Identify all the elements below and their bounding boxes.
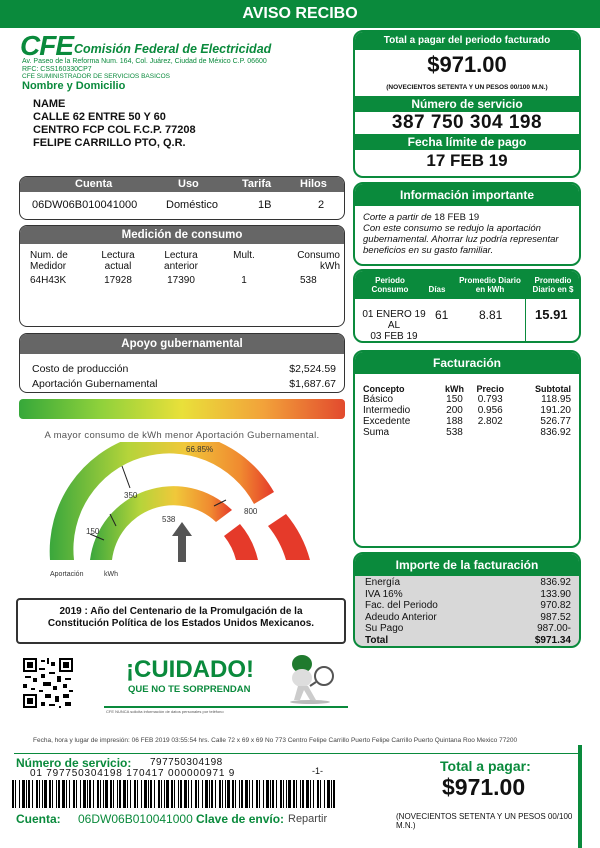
total-box [353,30,581,178]
barcode-bar [66,780,67,808]
barcode-bar [239,780,240,808]
fact-precio [469,427,511,438]
barcode-icon [12,780,337,808]
table-row [355,405,579,416]
barcode-bar [288,780,291,808]
service-label: Número de servicio [355,96,579,112]
barcode-bar [300,780,301,808]
medicion-col-consumo: Consumo kWh [297,250,340,272]
period-avg-money: 15.91 [535,307,568,322]
barcode-bar [83,780,86,808]
barcode-bar [144,780,147,808]
barcode-bar [154,780,155,808]
fact-subtotal: 191.20 [540,405,571,416]
account-col-uso: Uso [178,178,199,190]
gauge-inner-arc [90,486,232,560]
notice-box [16,598,346,644]
barcode-bar [171,780,173,808]
barcode-bar [188,780,189,808]
barcode-bar [310,780,311,808]
barcode-bar [158,780,160,808]
account-number: 06DW06B010041000 [32,199,138,211]
medicion-col-medidor: Num. de Medidor [30,250,68,272]
account-wires: 2 [318,199,325,211]
header-bar [0,0,600,28]
barcode-bar [58,780,60,808]
importe-rows [355,576,579,646]
stub-right-bar [578,745,582,848]
barcode-bar [184,780,187,808]
service-number: 387 750 304 198 [391,112,543,133]
barcode-bar [249,780,250,808]
barcode-bar [130,780,131,808]
medicion-col-actual: Lectura actual [101,250,135,272]
barcode-bar [174,780,175,808]
importe-value: 836.92 [540,577,571,588]
barcode-bar [211,780,213,808]
barcode-bar [252,780,253,808]
barcode-bar [263,780,264,808]
info-text-post: Con este consumo se redujo la aportación gubernamental. Ahorrar luz podría representar beneficios en su gasto familiar. [363,223,559,256]
fact-concepto: Suma [363,427,390,438]
promo-green-line [104,706,348,708]
stub-service-value: 797750304198 [150,757,223,768]
barcode-bar [119,780,121,808]
barcode-bar [227,780,230,808]
stub-barcode-text: 01 797750304198 170417 000000971 9 [30,768,236,779]
barcode-bar [202,780,203,808]
barcode-bar [215,780,216,808]
gauge-caption: A mayor consumo de kWh menor Aportación Gubernamental. [44,430,320,441]
barcode-bar [110,780,112,808]
fact-kwh: 150 [446,394,463,405]
barcode-bar [286,780,287,808]
importe-value: 987.00- [537,623,571,634]
period-col-period: Periodo Consumo [371,276,409,294]
barcode-bar [180,780,182,808]
consumption-gauge [18,442,348,592]
company-name: Comisión Federal de Electricidad [74,42,272,56]
barcode-bar [209,780,210,808]
barcode-bar [256,780,258,808]
barcode-bar [327,780,330,808]
qr-code-icon [23,658,73,708]
stub-page: -1- [312,766,323,776]
barcode-bar [36,780,38,808]
header-title: AVISO RECIBO [242,5,358,22]
barcode-bar [272,780,274,808]
customer-name: NAME [33,98,66,110]
barcode-bar [302,780,304,808]
importe-label: Adeudo Anterior [365,611,437,623]
notice-line2: Constitución Política de los Estados Unidos Mexicanos. [47,618,315,629]
apoyo-title: Apoyo gubernamental [20,334,344,354]
barcode-bar [113,780,114,808]
medicion-mult: 1 [241,275,247,286]
period-start: 01 ENERO 19 [362,309,426,320]
barcode-bar [73,780,75,808]
period-divider [525,299,526,343]
barcode-bar [178,780,179,808]
barcode-bar [266,780,269,808]
barcode-bar [259,780,260,808]
gauge-mark-538: 538 [162,515,176,524]
account-col-hilos: Hilos [300,178,327,190]
gauge-mark-800: 800 [244,507,258,516]
barcode-bar [49,780,51,808]
account-use: Doméstico [166,199,218,211]
barcode-bar [103,780,104,808]
barcode-bar [225,780,226,808]
barcode-bar [313,780,314,808]
company-supplier: CFE SUMINISTRADOR DE SERVICIOS BASICOS [22,73,170,80]
barcode-bar [150,780,152,808]
account-col-cuenta: Cuenta [75,178,113,190]
barcode-bar [127,780,128,808]
list-item [365,623,571,635]
customer-line3: FELIPE CARRILLO PTO, Q.R. [33,137,186,149]
fact-kwh: 200 [446,405,463,416]
gauge-mark-150: 150 [86,527,100,536]
gauge-left-label: Aportación [50,571,84,578]
period-header [355,271,579,299]
barcode-bar [270,780,271,808]
period-al: AL [387,320,401,331]
apoyo-cost-label: Costo de producción [32,363,129,375]
promo-small: CFE NUNCA solicita información de datos personales por teléfono [106,709,224,714]
medicion-actual: 17928 [104,275,132,286]
barcode-bar [87,780,88,808]
gauge-pct-label: 66.85% [186,445,214,454]
barcode-bar [205,780,208,808]
barcode-bar [280,780,282,808]
barcode-bar [241,780,243,808]
total-title: Total a pagar del periodo facturado [355,32,579,50]
fact-precio: 2.802 [477,416,503,427]
notice-line1: 2019 : Año del Centenario de la Promulgación de la [59,606,303,617]
barcode-bar [317,780,319,808]
barcode-bar [76,780,77,808]
stub-total-label: Total a pagar: [440,758,531,774]
facturacion-box [353,350,581,548]
importe-title: Importe de la facturación [355,554,579,576]
importe-box [353,552,581,648]
due-date: 17 FEB 19 [426,151,508,170]
address-section-label: Nombre y Domicilio [22,80,126,92]
fact-precio: 0.793 [477,394,503,405]
barcode-bar [161,780,162,808]
barcode-bar [166,780,169,808]
barcode-bar [164,780,165,808]
gauge-right-label: kWh [104,571,118,578]
barcode-bar [331,780,332,808]
apoyo-aport-value: $1,687.67 [289,378,336,390]
period-col-days: Días [428,285,446,294]
table-row [355,394,579,405]
period-col-avg-money: Promedio Diario en $ [532,276,574,294]
barcode-bar [19,780,20,808]
promo-character-icon [280,652,340,704]
fact-concepto: Básico [363,394,394,405]
facturacion-table [355,384,579,438]
medicion-consumo: 538 [300,275,317,286]
barcode-bar [219,780,221,808]
apoyo-aport-label: Aportación Gubernamental [32,378,158,390]
medicion-col-anterior: Lectura anterior [164,250,198,272]
barcode-bar [195,780,197,808]
barcode-bar [137,780,138,808]
barcode-bar [235,780,236,808]
fact-col-subtotal: Subtotal [535,384,571,394]
consumption-gradient-bar [19,399,345,419]
importe-total-value: $971.34 [534,634,571,646]
customer-block [33,98,196,150]
stub-key-value: Repartir [288,813,328,825]
barcode-bar [44,780,47,808]
gauge-tick [122,466,130,488]
medicion-title: Medición de consumo [20,226,344,244]
fact-subtotal: 836.92 [540,427,571,438]
medicion-medidor: 64H43K [30,275,67,286]
cfe-logo: CFE [20,30,73,61]
medicion-box [19,225,345,327]
stub-account-label: Cuenta: [16,812,61,826]
company-address: Av. Paseo de la Reforma Num. 164, Col. Juárez, Ciudad de México C.P. 06600 [22,58,267,65]
barcode-bar [69,780,70,808]
print-info: Fecha, hora y lugar de impresión: 06 FEB 2019 03:55:54 hrs. Calle 72 x 69 x 69 No 773 Centro Felipe Carrillo Puerto Felipe Carrillo Puerto Quintana Roo Mexico 77200 [33,737,518,744]
stub-total-words: (NOVECIENTOS SETENTA Y UN PESOS 00/100 M.N.) [396,812,573,830]
barcode-bar [105,780,108,808]
period-days: 61 [435,308,449,322]
fact-col-precio: Precio [476,384,504,394]
barcode-bar [134,780,136,808]
promo-banner [104,652,348,716]
info-text [355,206,579,262]
stub-separator [14,753,580,754]
fact-col-kwh: kWh [445,384,464,394]
list-item [365,577,571,589]
stub-key-label: Clave de envío: [196,812,285,826]
barcode-bar [56,780,57,808]
list-item [365,600,571,612]
gauge-outer-red [268,514,310,560]
barcode-bar [123,780,126,808]
account-tariff: 1B [258,199,272,211]
barcode-bar [62,780,65,808]
company-rfc: RFC: CSS160330CP7 [22,66,92,73]
customer-line1: CALLE 62 ENTRE 50 Y 60 [33,111,166,123]
stub-account-value: 06DW06B010041000 [78,812,193,826]
barcode-bar [141,780,142,808]
period-avg-kwh: 8.81 [479,308,503,322]
barcode-bar [22,780,25,808]
company-block [20,32,355,92]
period-col-avg-kwh: Promedio Diario en kWh [459,276,521,294]
barcode-bar [324,780,325,808]
importe-label: Fac. del Periodo [365,600,438,611]
fact-kwh: 538 [446,427,463,438]
apoyo-cost-value: $2,524.59 [289,363,336,375]
barcode-bar [42,780,43,808]
gauge-mark-350: 350 [124,491,138,500]
table-row [355,416,579,427]
barcode-bar [97,780,99,808]
barcode-bar [333,780,335,808]
barcode-bar [306,780,309,808]
barcode-bar [100,780,101,808]
promo-title: ¡CUIDADO! [126,656,254,683]
info-box [353,182,581,266]
account-col-tarifa: Tarifa [242,178,272,190]
importe-value: 970.82 [540,600,571,611]
info-text-pre: Corte a partir de [363,212,432,223]
account-header [20,177,344,192]
facturacion-header-row [355,384,579,394]
barcode-bar [15,780,16,808]
importe-label: IVA 16% [365,588,403,600]
barcode-bar [28,780,30,808]
barcode-bar [80,780,81,808]
gauge-needle [172,522,192,562]
barcode-bar [320,780,321,808]
barcode-bar [293,780,295,808]
medicion-col-mult: Mult. [233,250,255,261]
apoyo-box [19,333,345,393]
barcode-bar [93,780,94,808]
barcode-bar [283,780,284,808]
facturacion-title: Facturación [355,352,579,374]
customer-line2: CENTRO FCP COL F.C.P. 77208 [33,124,196,136]
importe-value: 987.52 [540,611,571,623]
total-amount-words: (NOVECIENTOS SETENTA Y UN PESOS 00/100 M.N.) [386,84,548,91]
barcode-bar [39,780,40,808]
period-end: 03 FEB 19 [370,331,418,342]
barcode-bar [276,780,277,808]
barcode-bar [222,780,223,808]
gauge-inner-red [224,524,258,560]
period-range [359,309,429,342]
promo-subtitle: QUE NO TE SORPRENDAN [128,684,251,695]
barcode-bar [32,780,33,808]
barcode-bar [245,780,248,808]
barcode-bar [26,780,27,808]
fact-col-concepto: Concepto [363,384,405,394]
barcode-bar [191,780,192,808]
barcode-bar [148,780,149,808]
stub-total-value: $971.00 [442,774,526,800]
barcode-bar [117,780,118,808]
list-item [365,589,571,601]
fact-kwh: 188 [446,416,463,427]
importe-label: Su Pago [365,623,404,634]
barcode-bar [52,780,53,808]
barcode-bar [198,780,199,808]
importe-value: 133.90 [540,588,571,600]
barcode-bar [89,780,91,808]
fact-precio: 0.956 [477,405,503,416]
importe-label: Energía [365,577,401,588]
info-date: 18 FEB 19 [434,212,480,223]
fact-concepto: Excedente [363,416,411,427]
table-row [355,427,579,438]
list-item [365,635,571,647]
total-amount: $971.00 [427,52,507,77]
fact-subtotal: 118.95 [541,394,571,405]
fact-subtotal: 526.77 [540,416,571,427]
barcode-bar [296,780,297,808]
list-item [365,612,571,624]
info-title: Información importante [355,184,579,206]
fact-concepto: Intermedio [363,405,411,416]
importe-total-label: Total [365,634,389,646]
stub-service-label: Número de servicio: [16,756,132,770]
period-box [353,269,581,343]
barcode-bar [12,780,14,808]
barcode-bar [232,780,234,808]
medicion-anterior: 17390 [167,275,195,286]
due-label: Fecha límite de pago [355,134,579,150]
account-box [19,176,345,220]
